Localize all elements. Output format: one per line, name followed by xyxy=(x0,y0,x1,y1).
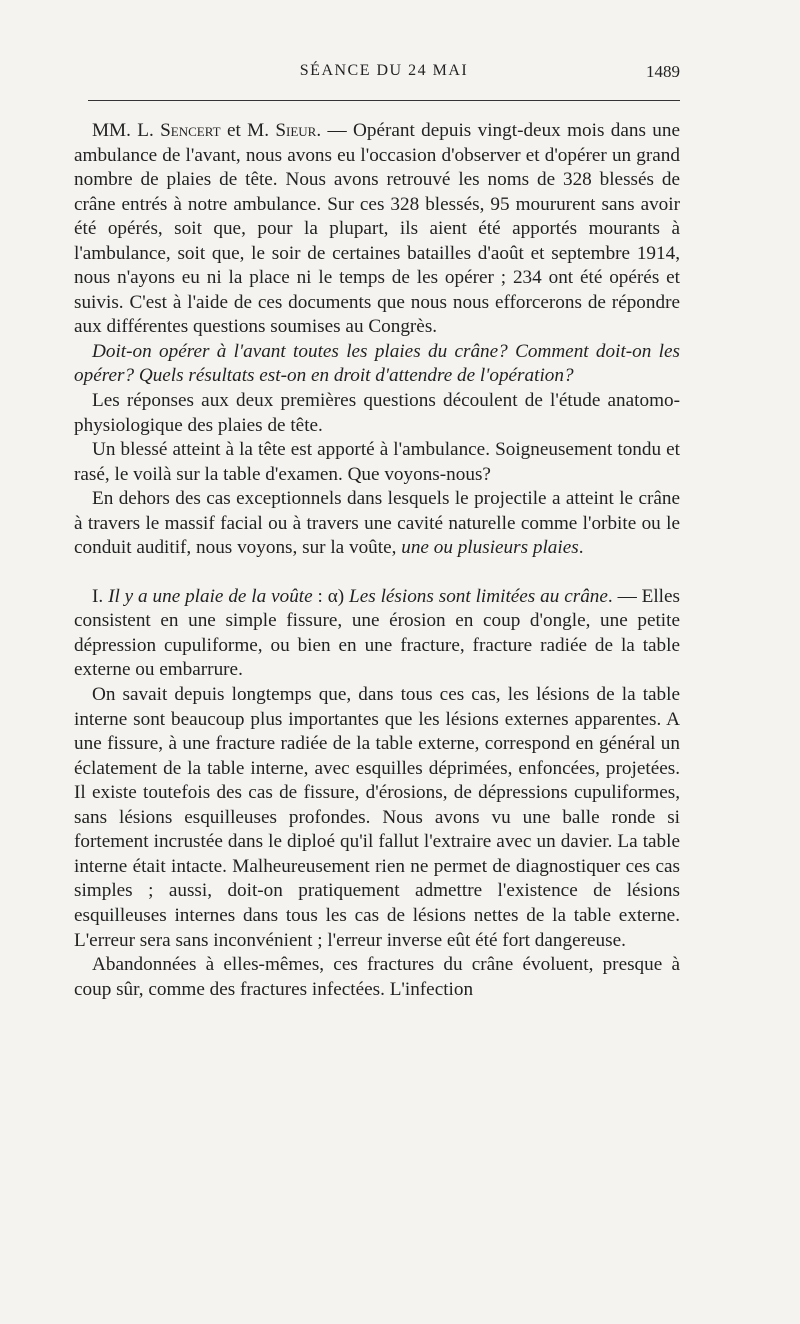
author-sencert: Sencert xyxy=(160,120,221,141)
paragraph-internal-lesions: On savait depuis longtemps que, dans tous ces cas, les lésions de la table interne sont beaucoup plus importantes que les lésions externes apparentes. A une fissure, à une fracture radiée de la table externe, correspond en général un éclatement de la table interne, avec esquilles déprimées, enfoncées, projetées. Il existe toutefois des cas de fissure, d'érosions, de dépressions cupuliformes, sans lésions esquilleuses profondes. Nous avons vu une balle ronde si fortement incrustée dans le diploé qu'il fallut l'extraire avec un davier. La table interne était intacte. Malheureusement rien ne permet de diagnostiquer ces cas simples ; aussi, doit-on pratiquement admettre l'existence de lésions esquilleuses internes dans tous les cas de lésions nettes de la table externe. L'erreur sera sans inconvénient ; l'erreur inverse eût été fort dangereuse. xyxy=(74,684,680,951)
page-header xyxy=(88,62,680,86)
section-text: . — Elles consistent en une simple fissure, une érosion en coup d'ongle, une petite dépression cupuliforme, ou bien en une fracture, fracture radiée de la table externe ou embarrure. xyxy=(74,585,680,681)
body-text xyxy=(74,119,680,1002)
paragraph-intro xyxy=(74,119,680,340)
paragraph-examination: Un blessé atteint à la tête est apporté à l'ambulance. Soigneusement tondu et rasé, le voilà sur la table d'examen. Que voyons-nous? xyxy=(74,439,680,485)
exceptions-text: En dehors des cas exceptionnels dans lesquels le projectile a atteint le crâne à travers le massif facial ou à travers une cavité naturelle comme l'orbite ou le conduit auditif, nous voyons, sur la voûte, xyxy=(74,488,680,559)
exceptions-end: . xyxy=(578,537,584,559)
authors-joiner: et M. xyxy=(220,120,276,141)
paragraph-evolution: Abandonnées à elles-mêmes, ces fractures du crâne évoluent, presque à coup sûr, comme des fractures infectées. L'infection xyxy=(74,954,680,1000)
author-sieur: Sieur xyxy=(275,120,317,141)
intro-text: . — Opérant depuis vingt-deux mois dans une ambulance de l'avant, nous avons eu l'occasion d'observer et d'opérer un grand nombre de plaies de tête. Nous avons retrouvé les noms de 328 blessés de crâne entrés à notre ambulance. Sur ces 328 blessés, 95 moururent sans avoir été opérés, soit que, pour la plupart, ils aient été apportés mourants à l'ambulance, soit que, le soir de certaines batailles d'août et septembre 1914, nous n'ayons eu ni la place ni le temps de les opérer ; 234 ont été opérés et suivis. C'est à l'aide de ces documents que nous nous efforcerons de répondre aux différentes questions soumises au Congrès. xyxy=(74,120,680,338)
header-rule xyxy=(88,100,680,101)
exceptions-italic: une ou plusieurs plaies xyxy=(401,537,579,559)
paragraph-section-one xyxy=(74,585,680,683)
page-number: 1489 xyxy=(646,62,680,81)
section-subheading-italic: Les lésions sont limitées au crâne xyxy=(349,585,608,607)
section-numeral: I. xyxy=(92,585,109,607)
paragraph-questions: Doit-on opérer à l'avant toutes les plaies du crâne? Comment doit-on les opérer? Quels résultats est-on en droit d'attendre de l'opération? xyxy=(74,340,680,387)
section-heading-italic: Il y a une plaie de la voûte xyxy=(108,585,313,607)
paragraph-answers: Les réponses aux deux premières questions découlent de l'étude anatomo-physiologique des plaies de tête. xyxy=(74,390,680,436)
paragraph-exceptions xyxy=(74,487,680,561)
running-title: SÉANCE DU 24 MAI xyxy=(299,62,469,79)
section-colon: : α) xyxy=(312,585,350,607)
authors-prefix: MM. L. xyxy=(92,120,161,141)
